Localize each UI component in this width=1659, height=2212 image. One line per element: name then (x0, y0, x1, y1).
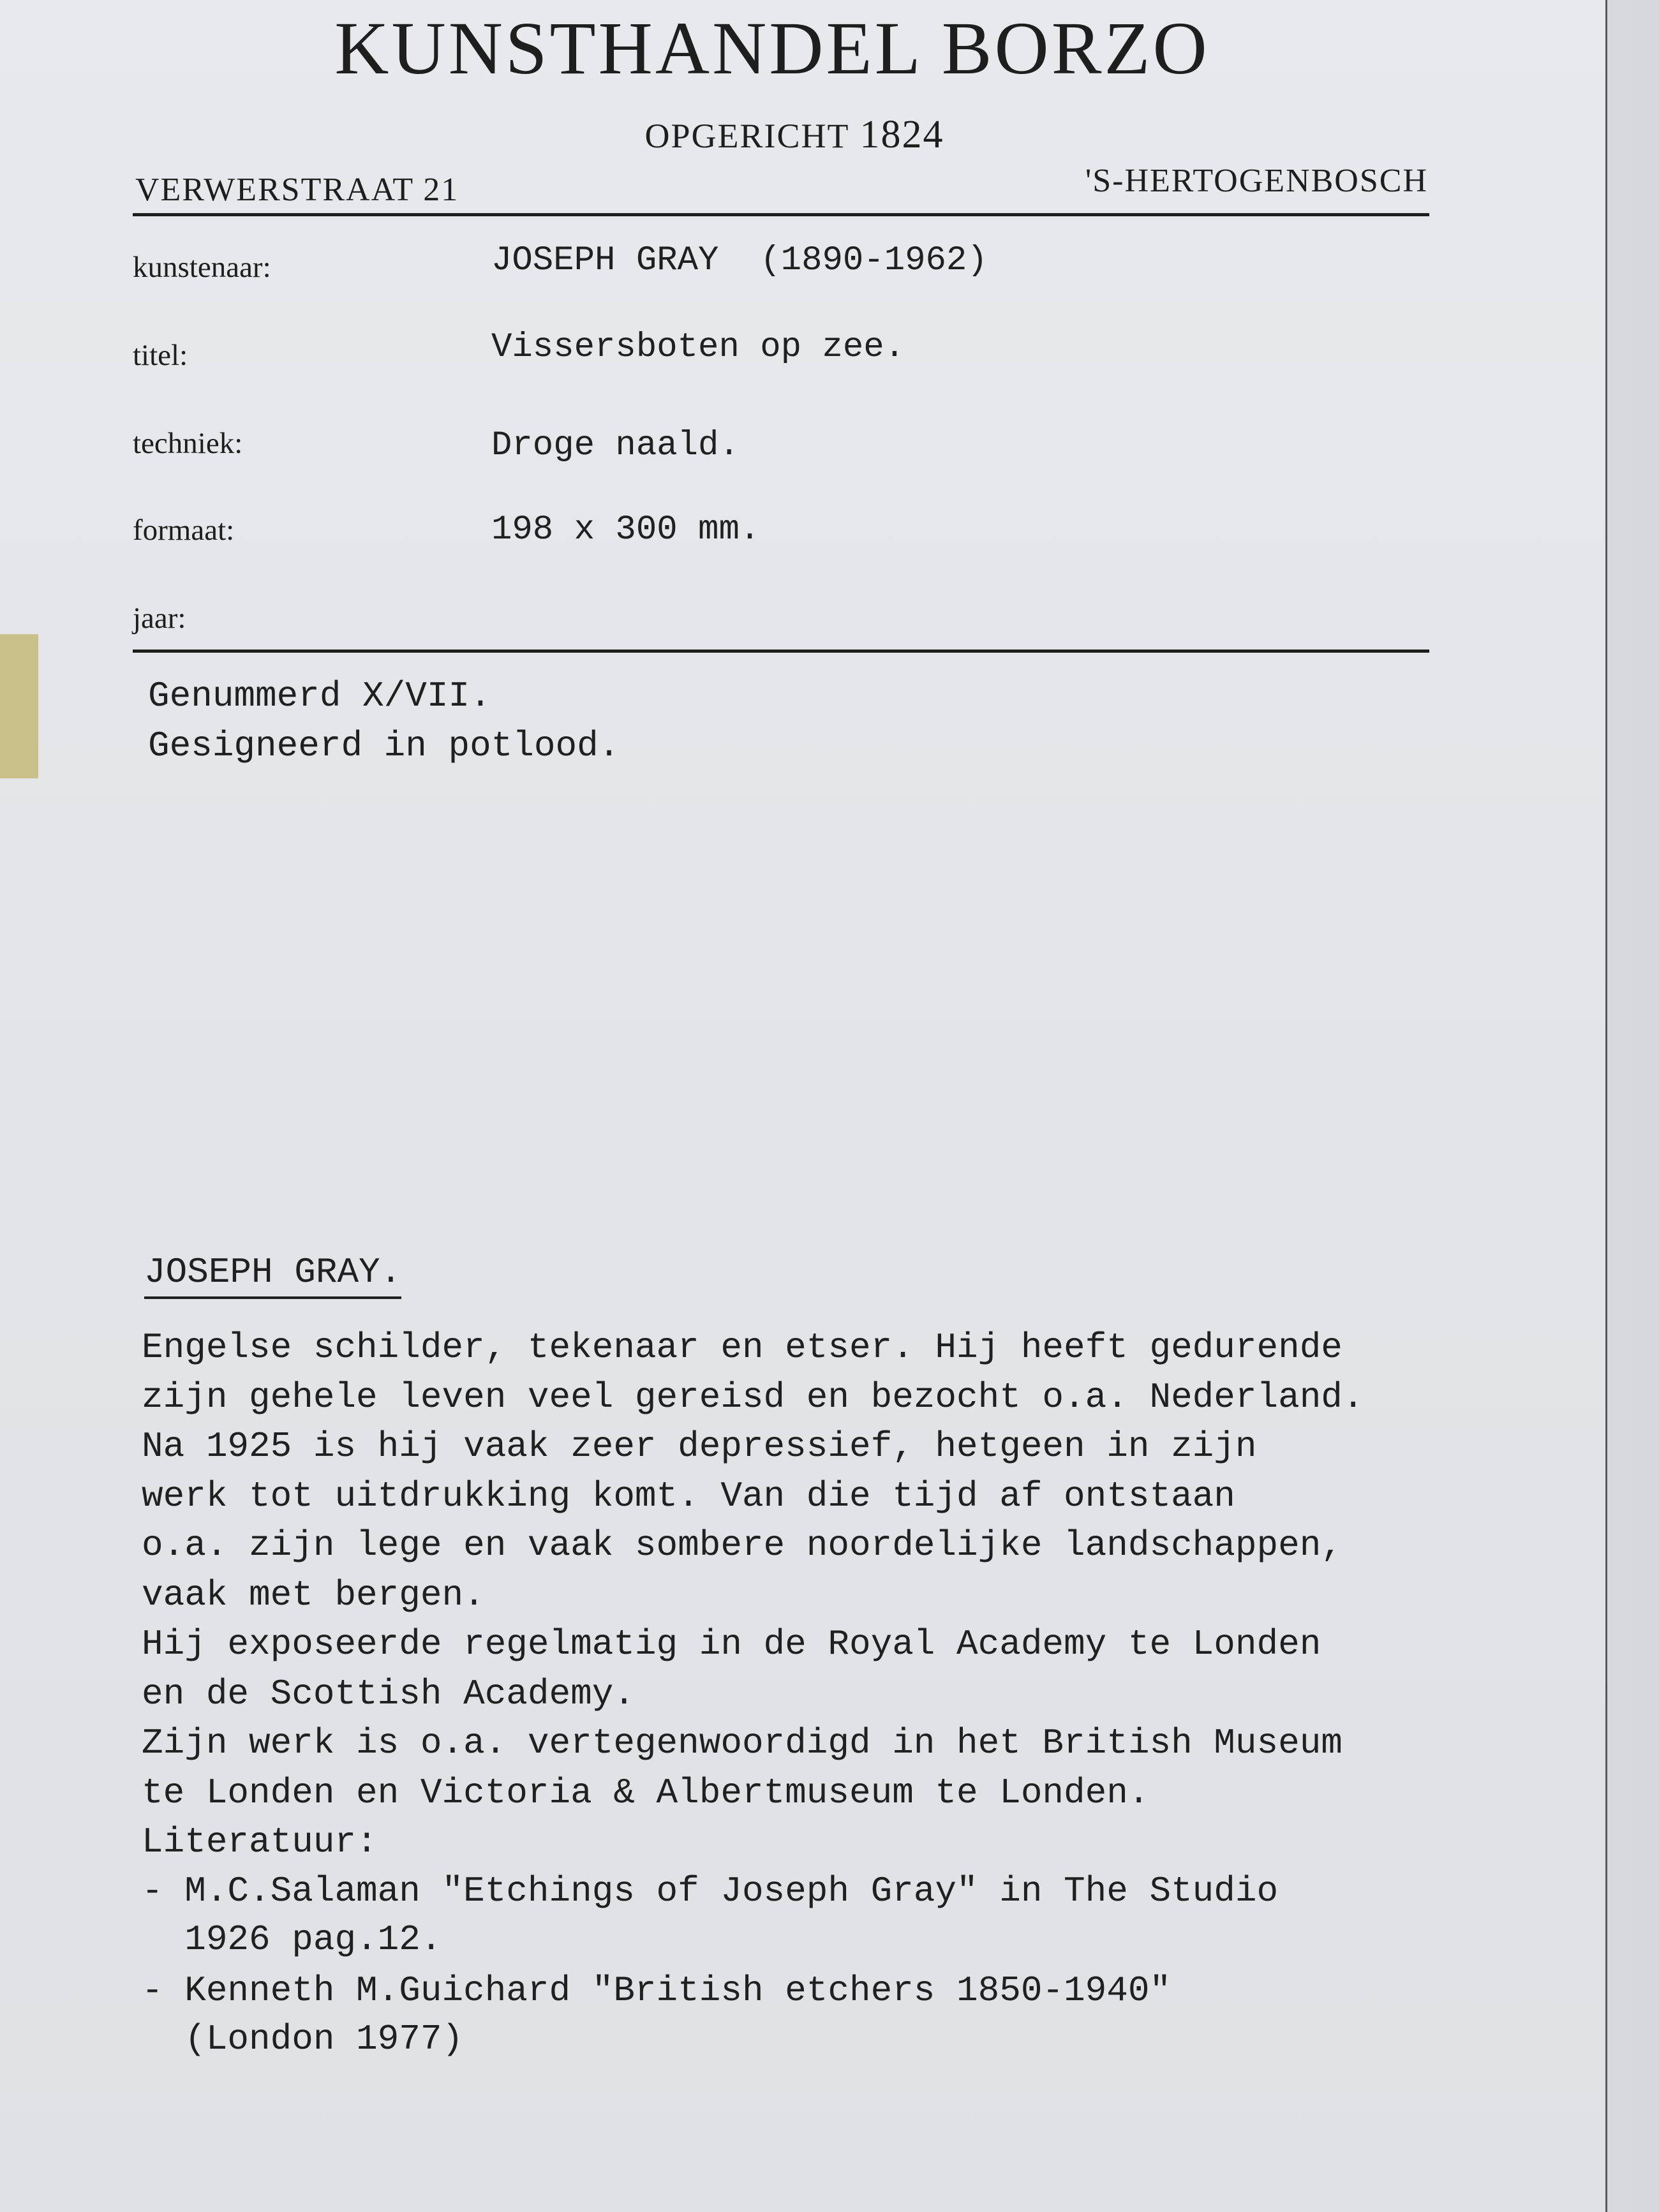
paper-tab (0, 634, 38, 778)
value-formaat: 198 x 300 mm. (491, 510, 761, 549)
founded-line (0, 112, 1589, 158)
label-techniek: techniek: (133, 427, 243, 460)
label-titel: titel: (133, 339, 188, 372)
label-kunstenaar: kunstenaar: (133, 251, 271, 284)
header-rule (133, 213, 1429, 216)
bio-text: Engelse schilder, tekenaar en etser. Hij heeft gedurende zijn gehele leven veel gereisd en bezocht o.a. Nederland. Na 1925 is hij vaak zeer depressief, hetgeen in zijn werk tot uitdrukking komt. Van die tijd af ontstaan o.a. zijn lege en vaak sombere noordelijke landschappen, vaak met bergen. Hij exposeerde regelmatig in de Royal Academy te Londen en de Scottish Academy. Zijn werk is o.a. vertegenwoordigd in het British Museum te Londen en Victoria & Albertmuseum te Londen. Literatuur: (142, 1327, 1364, 1862)
value-techniek: Droge naald. (491, 426, 740, 465)
bio-heading: JOSEPH GRAY. (144, 1252, 401, 1299)
fields-rule (133, 649, 1429, 653)
literature-item: - M.C.Salaman "Etchings of Joseph Gray" in The Studio 1926 pag.12. (142, 1871, 1279, 1960)
city: 'S-HERTOGENBOSCH (1085, 163, 1428, 199)
label-jaar: jaar: (133, 602, 186, 635)
value-kunstenaar: JOSEPH GRAY (1890-1962) (491, 241, 988, 280)
address: VERWERSTRAAT 21 (135, 172, 459, 208)
founded-label: OPGERICHT (644, 117, 850, 155)
literature-item: - Kenneth M.Guichard "British etchers 1850-1940" (London 1977) (142, 1970, 1172, 2060)
literature-list (142, 1867, 1278, 2063)
value-titel: Vissersboten op zee. (491, 328, 905, 367)
founded-year: 1824 (859, 113, 944, 156)
label-formaat: formaat: (133, 514, 235, 547)
company-name: KUNSTHANDEL BORZO (334, 6, 1210, 90)
notes-text: Genummerd X/VII. Gesigneerd in potlood. (148, 676, 620, 766)
